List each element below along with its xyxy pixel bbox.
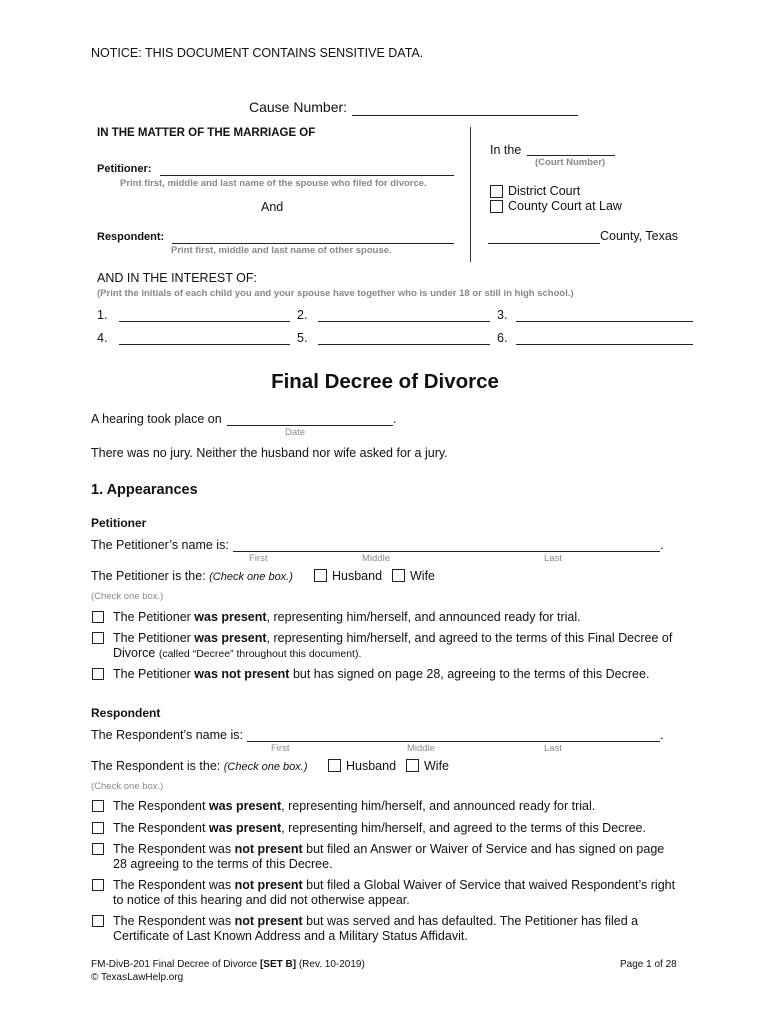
- option-text: The Respondent was: [113, 878, 235, 892]
- option-text: The Petitioner: [113, 631, 195, 645]
- court-number-hint: (Court Number): [535, 157, 606, 168]
- interest-title: AND IN THE INTEREST OF:: [97, 271, 257, 285]
- option-text: but filed a Global Waiver of Service that waived Respondent’s right: [302, 878, 676, 892]
- option-text-small: (called “Decree” throughout this document).: [158, 648, 362, 660]
- option-bold: was present: [194, 631, 267, 645]
- option-text: The Respondent: [113, 799, 209, 813]
- hearing-text: A hearing took place on: [91, 412, 222, 426]
- option-text: The Respondent was: [113, 842, 235, 856]
- respondent-name-label: The Respondent’s name is:: [91, 728, 243, 742]
- petitioner-option-2-checkbox[interactable]: [92, 632, 104, 644]
- petitioner-husband-checkbox[interactable]: [314, 569, 327, 582]
- petitioner-wife-checkbox[interactable]: [392, 569, 405, 582]
- county-court-label: County Court at Law: [508, 199, 622, 213]
- matter-title: IN THE MATTER OF THE MARRIAGE OF: [97, 127, 316, 139]
- interest-hint: (Print the initials of each child you and your spouse have together who is under 18 or still in high school.): [97, 288, 574, 299]
- respondent-label: Respondent:: [97, 231, 165, 243]
- option-bold: was present: [208, 821, 282, 835]
- option-bold: was not present: [194, 667, 290, 681]
- respondent-option-2-checkbox[interactable]: [92, 822, 104, 834]
- respondent-option-3: [113, 842, 664, 856]
- option-text: The Respondent was: [113, 914, 235, 928]
- petitioner-option-3-checkbox[interactable]: [92, 668, 104, 680]
- option-text: Divorce: [113, 646, 159, 660]
- child-initials-field-2[interactable]: [318, 321, 490, 322]
- child-initials-field-4[interactable]: [119, 344, 290, 345]
- petitioner-is-text: The Petitioner is the:: [91, 569, 206, 583]
- option-text: The Petitioner: [113, 667, 195, 681]
- respondent-middle-hint: Middle: [407, 743, 435, 754]
- respondent-wife-checkbox[interactable]: [406, 759, 419, 772]
- petitioner-option-2: [113, 631, 672, 645]
- respondent-option-5-line2: Certificate of Last Known Address and a Military Status Affidavit.: [113, 929, 468, 943]
- option-bold: not present: [234, 914, 303, 928]
- footer-form-text: FM-DivB-201 Final Decree of Divorce: [91, 959, 260, 970]
- county-court-checkbox[interactable]: [490, 200, 503, 213]
- petitioner-label: Petitioner:: [97, 163, 152, 175]
- county-name-field[interactable]: [488, 243, 600, 244]
- respondent-is-text: The Respondent is the:: [91, 759, 221, 773]
- cause-number-label: Cause Number:: [249, 99, 348, 115]
- respondent-check-one-inline: (Check one box.): [223, 761, 308, 773]
- child-number-1: 1.: [97, 308, 108, 322]
- child-number-3: 3.: [497, 308, 508, 322]
- hearing-date-hint: Date: [285, 427, 306, 438]
- petitioner-husband-label: Husband: [332, 569, 383, 583]
- respondent-husband-checkbox[interactable]: [328, 759, 341, 772]
- option-bold: was present: [208, 799, 282, 813]
- option-text: , representing him/herself, and agreed to the terms of this Decree.: [281, 821, 646, 835]
- district-court-label: District Court: [508, 184, 581, 198]
- respondent-option-5-checkbox[interactable]: [92, 915, 104, 927]
- respondent-full-name-field[interactable]: [247, 741, 660, 742]
- petitioner-option-3: [113, 667, 649, 681]
- petitioner-option-2-line2: [113, 646, 361, 660]
- county-texas-label: County, Texas: [600, 229, 679, 243]
- child-initials-field-5[interactable]: [318, 344, 490, 345]
- petitioner-name-label: The Petitioner’s name is:: [91, 538, 229, 552]
- child-initials-field-6[interactable]: [516, 344, 693, 345]
- respondent-option-4-checkbox[interactable]: [92, 879, 104, 891]
- petitioner-option-1: [113, 610, 581, 624]
- option-text: , representing him/herself, and announced ready for trial.: [281, 799, 596, 813]
- respondent-option-1: [113, 799, 595, 813]
- and-label: And: [261, 200, 284, 214]
- petitioner-heading: Petitioner: [91, 516, 147, 530]
- respondent-wife-label: Wife: [424, 759, 449, 773]
- option-text: , representing him/herself, and announced ready for trial.: [266, 610, 581, 624]
- option-text: , representing him/herself, and agreed to the terms of this Final Decree of: [266, 631, 673, 645]
- child-number-2: 2.: [297, 308, 308, 322]
- footer-copyright: © TexasLawHelp.org: [91, 972, 184, 983]
- respondent-is-label: [91, 759, 308, 773]
- respondent-first-hint: First: [271, 743, 290, 754]
- petitioner-full-name-field[interactable]: [233, 551, 660, 552]
- petitioner-first-hint: First: [249, 553, 268, 564]
- child-number-5: 5.: [297, 331, 308, 345]
- jury-text: There was no jury. Neither the husband nor wife asked for a jury.: [91, 446, 448, 460]
- petitioner-wife-label: Wife: [410, 569, 435, 583]
- respondent-option-2: [113, 821, 646, 835]
- petitioner-last-hint: Last: [544, 553, 562, 564]
- option-bold: not present: [234, 878, 303, 892]
- respondent-option-3-line2: 28 agreeing to the terms of this Decree.: [113, 857, 333, 871]
- respondent-check-one: (Check one box.): [91, 781, 164, 792]
- petitioner-middle-hint: Middle: [362, 553, 390, 564]
- respondent-option-1-checkbox[interactable]: [92, 800, 104, 812]
- footer-page-number: Page 1 of 28: [620, 959, 677, 970]
- option-bold: was present: [194, 610, 267, 624]
- footer-set-label: [SET B]: [259, 959, 297, 970]
- petitioner-is-label: [91, 569, 293, 583]
- respondent-option-4-line2: to notice of this hearing and did not otherwise appear.: [113, 893, 410, 907]
- respondent-hint: Print first, middle and last name of other spouse.: [171, 245, 392, 256]
- respondent-option-3-checkbox[interactable]: [92, 843, 104, 855]
- option-text: The Respondent: [113, 821, 209, 835]
- option-bold: not present: [234, 842, 303, 856]
- footer-form-id: [91, 959, 365, 970]
- petitioner-check-one-inline: (Check one box.): [209, 571, 293, 583]
- petitioner-name-field[interactable]: [160, 175, 454, 176]
- district-court-checkbox[interactable]: [490, 185, 503, 198]
- child-number-6: 6.: [497, 331, 508, 345]
- petitioner-hint: Print first, middle and last name of the spouse who filed for divorce.: [120, 178, 427, 189]
- respondent-option-4: [113, 878, 675, 892]
- hearing-period: .: [393, 412, 397, 426]
- respondent-name-field[interactable]: [172, 243, 454, 244]
- respondent-name-period: .: [660, 728, 664, 742]
- option-text: but filed an Answer or Waiver of Service and has signed on page: [302, 842, 665, 856]
- petitioner-option-1-checkbox[interactable]: [92, 611, 104, 623]
- option-text: but was served and has defaulted. The Petitioner has filed a: [302, 914, 639, 928]
- child-number-4: 4.: [97, 331, 108, 345]
- respondent-option-5: [113, 914, 638, 928]
- child-initials-field-3[interactable]: [516, 321, 693, 322]
- section-appearances-title: 1. Appearances: [91, 482, 198, 498]
- child-initials-field-1[interactable]: [119, 321, 290, 322]
- court-number-field[interactable]: [527, 155, 615, 156]
- respondent-heading: Respondent: [91, 706, 161, 720]
- option-text: The Petitioner: [113, 610, 195, 624]
- sensitive-data-notice: NOTICE: THIS DOCUMENT CONTAINS SENSITIVE DATA.: [91, 46, 424, 60]
- petitioner-check-one: (Check one box.): [91, 591, 164, 602]
- footer-rev-text: (Rev. 10-2019): [296, 959, 365, 970]
- option-text: but has signed on page 28, agreeing to the terms of this Decree.: [289, 667, 650, 681]
- respondent-last-hint: Last: [544, 743, 562, 754]
- in-the-label: In the: [490, 143, 522, 157]
- petitioner-name-period: .: [660, 538, 664, 552]
- cause-number-field[interactable]: [352, 115, 578, 116]
- respondent-husband-label: Husband: [346, 759, 397, 773]
- document-title: Final Decree of Divorce: [271, 370, 499, 393]
- caption-divider: [470, 127, 471, 262]
- hearing-date-field[interactable]: [227, 425, 393, 426]
